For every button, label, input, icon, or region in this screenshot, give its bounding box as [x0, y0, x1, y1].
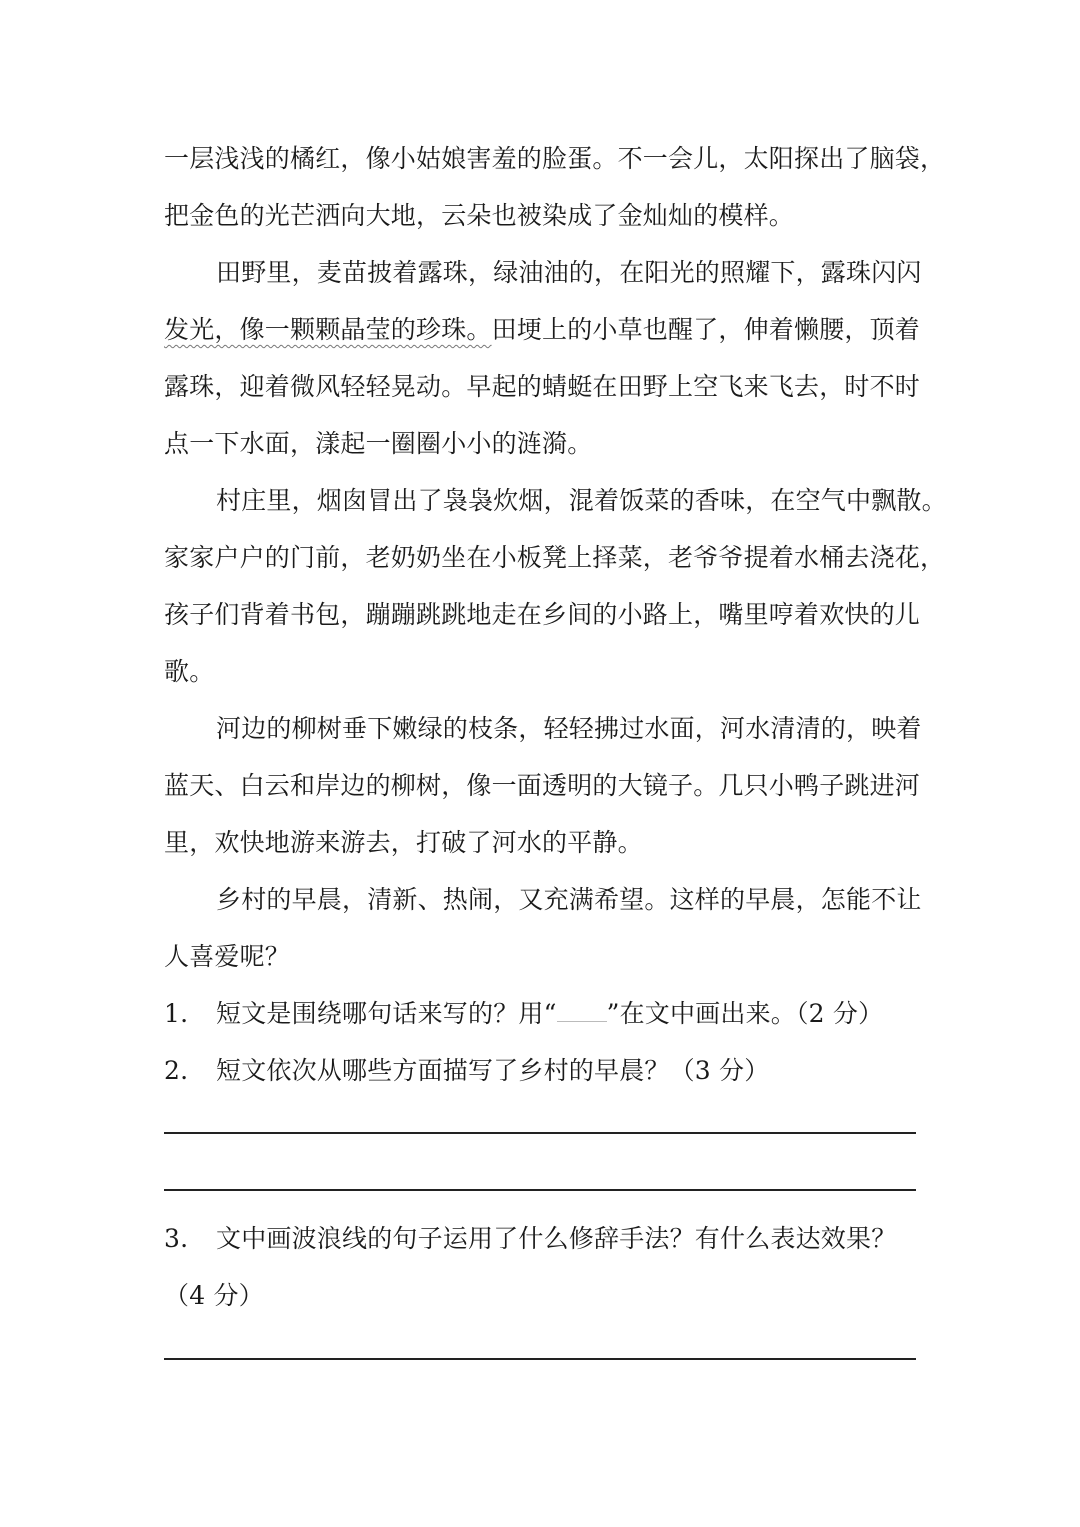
passage-p3-line4: 歌。 — [164, 657, 215, 686]
passage-p4-line2: 蓝天、白云和岸边的柳树，像一面透明的大镜子。几只小鸭子跳进河 — [164, 771, 921, 800]
question-1 — [164, 997, 916, 1031]
answer-line-q2-1[interactable] — [164, 1132, 916, 1134]
passage-p2-line2-rest: 田埂上的小草也醒了，伸着懒腰，顶着 — [491, 315, 921, 344]
question-3-line2: （4 分） — [164, 1281, 264, 1310]
question-1-number: 1. — [164, 999, 189, 1028]
question-2-text: 短文依次从哪些方面描写了乡村的早晨？（3 分） — [216, 1056, 770, 1085]
question-3-number: 3. — [164, 1224, 189, 1253]
answer-line-q2-2[interactable] — [164, 1189, 916, 1191]
passage-p3-line1: 村庄里，烟囱冒出了袅袅炊烟，混着饭菜的香味，在空气中飘散。 — [216, 486, 947, 515]
passage-p2-line3: 露珠，迎着微风轻轻晃动。早起的蜻蜓在田野上空飞来飞去，时不时 — [164, 372, 921, 401]
passage-p4-line3: 里，欢快地游来游去，打破了河水的平静。 — [164, 828, 643, 857]
question-2-number: 2. — [164, 1056, 189, 1085]
passage-p5-line1: 乡村的早晨，清新、热闹，又充满希望。这样的早晨，怎能不让 — [216, 885, 922, 914]
passage-p3-line3: 孩子们背着书包，蹦蹦跳跳地走在乡间的小路上，嘴里哼着欢快的儿 — [164, 600, 921, 629]
wavy-underlined-sentence: 发光，像一颗颗晶莹的珍珠。 — [164, 315, 492, 344]
passage-p2-line2 — [164, 313, 921, 347]
passage-p4-line1: 河边的柳树垂下嫩绿的枝条，轻轻拂过水面，河水清清的，映着 — [216, 714, 922, 743]
passage-p2-line4: 点一下水面，漾起一圈圈小小的涟漪。 — [164, 429, 593, 458]
passage-p2-line1: 田野里，麦苗披着露珠，绿油油的，在阳光的照耀下，露珠闪闪 — [216, 258, 922, 287]
passage-p3-line2: 家家户户的门前，老奶奶坐在小板凳上择菜，老爷爷提着水桶去浇花， — [164, 543, 946, 572]
question-3-text: 文中画波浪线的句子运用了什么修辞手法？有什么表达效果？ — [216, 1224, 897, 1253]
answer-line-q3-1[interactable] — [164, 1358, 916, 1360]
passage-p1-line1: 一层浅浅的橘红，像小姑娘害羞的脸蛋。不一会儿，太阳探出了脑袋， — [164, 144, 946, 173]
passage-p1-line2: 把金色的光芒洒向大地，云朵也被染成了金灿灿的模样。 — [164, 201, 795, 230]
question-3 — [164, 1222, 916, 1256]
passage-p5-line2: 人喜爱呢？ — [164, 942, 291, 971]
question-1-text-before: 短文是围绕哪句话来写的？用“ — [216, 999, 557, 1028]
underline-blank — [557, 1001, 607, 1022]
question-1-text-after: ”在文中画出来。（2 分） — [606, 999, 884, 1028]
question-2 — [164, 1054, 916, 1088]
